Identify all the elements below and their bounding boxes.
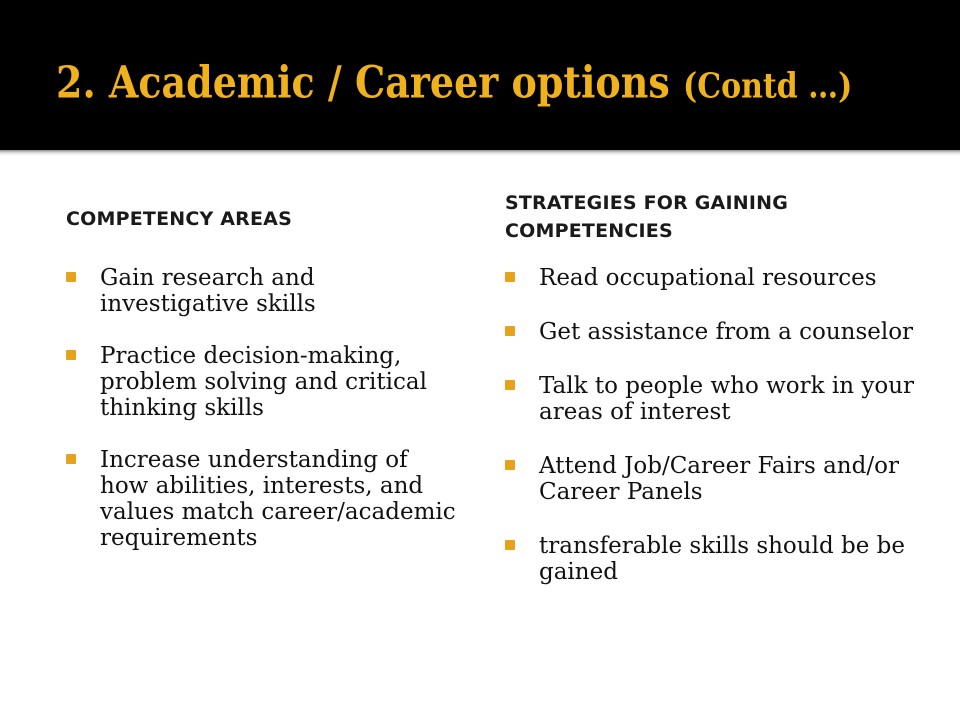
slide-title-suffix: (Contd …) (683, 66, 853, 107)
list-item (505, 453, 915, 505)
list-item (66, 265, 461, 317)
square-bullet-icon (66, 454, 76, 464)
list-item-text: Read occupational resources (539, 265, 877, 291)
list-item-text: Get assistance from a counselor (539, 319, 914, 345)
square-bullet-icon (66, 272, 76, 282)
title-band (0, 0, 960, 150)
strategies-list (505, 265, 915, 613)
competency-areas-list (66, 265, 461, 577)
square-bullet-icon (66, 350, 76, 360)
competency-areas-heading: COMPETENCY AREAS (66, 208, 292, 230)
square-bullet-icon (505, 540, 515, 550)
list-item-text: Talk to people who work in your areas of interest (539, 373, 915, 425)
square-bullet-icon (505, 460, 515, 470)
strategies-heading: STRATEGIES FOR GAINING COMPETENCIES (505, 192, 788, 242)
list-item-text: Increase understanding of how abilities, interests, and values match career/academic requirements (100, 447, 456, 551)
list-item-text: transferable skills should be be gained (539, 533, 905, 585)
list-item-text: Practice decision-making, problem solving and critical thinking skills (100, 343, 427, 421)
square-bullet-icon (505, 326, 515, 336)
square-bullet-icon (505, 380, 515, 390)
list-item (66, 343, 461, 421)
list-item-text: Attend Job/Career Fairs and/or Career Panels (539, 453, 899, 505)
list-item (505, 533, 915, 585)
slide-content (0, 159, 960, 720)
list-item-text: Gain research and investigative skills (100, 265, 316, 317)
list-item (505, 373, 915, 425)
title-divider (0, 150, 960, 159)
list-item (505, 265, 915, 291)
slide-title-main: 2. Academic / Career options (56, 56, 670, 108)
slide-title (56, 56, 852, 108)
square-bullet-icon (505, 272, 515, 282)
list-item (505, 319, 915, 345)
list-item (66, 447, 461, 551)
